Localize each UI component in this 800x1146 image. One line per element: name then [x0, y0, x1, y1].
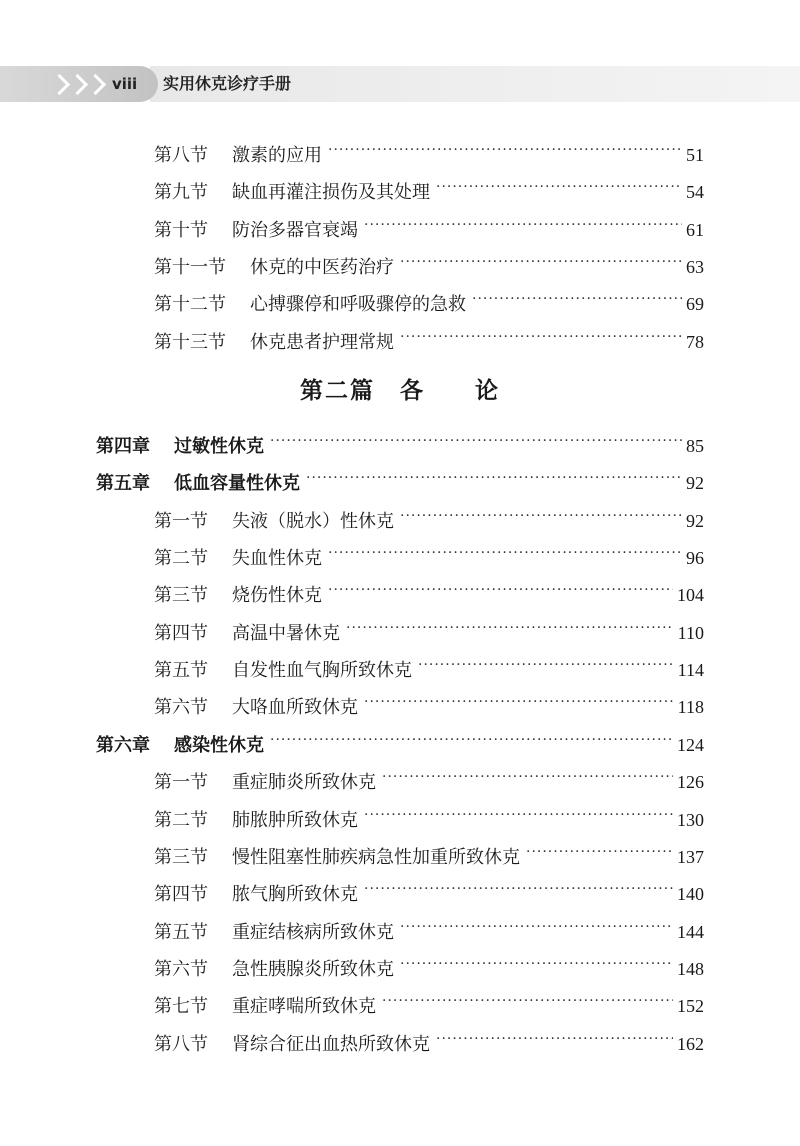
leader-dots	[472, 284, 682, 310]
section-title: 休克患者护理常规	[250, 332, 394, 353]
section-number: 第一节	[154, 511, 208, 532]
leader-dots	[364, 687, 674, 713]
chapter-title: 低血容量性休克	[174, 473, 300, 494]
section-number: 第十三节	[154, 332, 226, 353]
leader-dots	[270, 426, 682, 452]
chapter-number: 第六章	[96, 735, 150, 756]
page-ref: 61	[686, 220, 704, 240]
toc-entry[interactable]	[154, 949, 704, 980]
section-number: 第二节	[154, 548, 208, 569]
toc-entry[interactable]	[154, 501, 704, 532]
page-ref: 118	[677, 697, 704, 717]
leader-dots	[400, 501, 682, 527]
toc-entry[interactable]	[154, 912, 704, 943]
section-title: 缺血再灌注损伤及其处理	[232, 182, 430, 203]
toc-entry[interactable]	[154, 284, 704, 315]
leader-dots	[346, 613, 674, 639]
page-ref: 140	[677, 884, 704, 904]
toc-entry[interactable]	[154, 135, 704, 166]
section-title: 烧伤性休克	[232, 585, 322, 606]
leader-dots	[270, 725, 673, 751]
section-title: 高温中暑休克	[232, 623, 340, 644]
section-title: 重症哮喘所致休克	[232, 996, 376, 1017]
section-number: 第一节	[154, 772, 208, 793]
chapter-title: 感染性休克	[174, 735, 264, 756]
chapter-number: 第四章	[96, 436, 150, 457]
section-title: 自发性血气胸所致休克	[232, 660, 412, 681]
part-title-text: 第二篇 各 论	[300, 377, 500, 404]
section-title: 激素的应用	[232, 145, 322, 166]
page-ref: 110	[677, 623, 704, 643]
page-ref: 54	[686, 182, 704, 202]
page-ref: 63	[686, 257, 704, 277]
toc-chapter-entry[interactable]	[96, 426, 704, 457]
section-number: 第三节	[154, 847, 208, 868]
page-ref: 92	[686, 511, 704, 531]
toc-entry[interactable]	[154, 687, 704, 718]
toc-entry[interactable]	[154, 800, 704, 831]
section-title: 脓气胸所致休克	[232, 884, 358, 905]
toc-entry[interactable]	[154, 762, 704, 793]
toc-entry[interactable]	[154, 837, 704, 868]
section-title: 大咯血所致休克	[232, 697, 358, 718]
section-number: 第十节	[154, 220, 208, 241]
page-ref: 69	[686, 294, 704, 314]
section-title: 急性胰腺炎所致休克	[232, 959, 394, 980]
page-ref: 51	[686, 145, 704, 165]
page-ref: 85	[686, 436, 704, 456]
toc-entry[interactable]	[154, 650, 704, 681]
section-title: 休克的中医药治疗	[250, 257, 394, 278]
leader-dots	[400, 949, 673, 975]
leader-dots	[400, 322, 682, 348]
section-number: 第十二节	[154, 294, 226, 315]
section-number: 第四节	[154, 623, 208, 644]
leader-dots	[526, 837, 673, 863]
running-header	[0, 66, 800, 102]
section-title: 失液（脱水）性休克	[232, 511, 394, 532]
section-number: 第六节	[154, 959, 208, 980]
page-ref: 96	[686, 548, 704, 568]
toc-entry[interactable]	[154, 575, 704, 606]
page-number: viii	[112, 75, 138, 93]
toc-entry[interactable]	[154, 986, 704, 1017]
page-ref: 148	[677, 959, 704, 979]
page-ref: 152	[677, 996, 704, 1016]
page-ref: 78	[686, 332, 704, 352]
leader-dots	[436, 172, 682, 198]
section-title: 肾综合征出血热所致休克	[232, 1034, 430, 1055]
section-number: 第三节	[154, 585, 208, 606]
leader-dots	[382, 986, 673, 1012]
part-title	[0, 372, 800, 405]
section-title: 重症肺炎所致休克	[232, 772, 376, 793]
page-ref: 130	[677, 810, 704, 830]
page-ref: 114	[677, 660, 704, 680]
section-number: 第五节	[154, 922, 208, 943]
section-number: 第四节	[154, 884, 208, 905]
section-title: 失血性休克	[232, 548, 322, 569]
toc-chapter-entry[interactable]	[96, 725, 704, 756]
book-title: 实用休克诊疗手册	[163, 74, 292, 93]
leader-dots	[418, 650, 674, 676]
leader-dots	[400, 247, 682, 273]
section-title: 心搏骤停和呼吸骤停的急救	[250, 294, 466, 315]
toc-entry[interactable]	[154, 247, 704, 278]
section-number: 第八节	[154, 145, 208, 166]
leader-dots	[400, 912, 673, 938]
leader-dots	[436, 1024, 673, 1050]
toc-entry[interactable]	[154, 172, 704, 203]
section-number: 第十一节	[154, 257, 226, 278]
leader-dots	[364, 210, 682, 236]
page-ref: 144	[677, 922, 704, 942]
toc-chapter-entry[interactable]	[96, 463, 704, 494]
page-ref: 137	[677, 847, 704, 867]
page-ref: 126	[677, 772, 704, 792]
leader-dots	[328, 135, 682, 161]
section-title: 慢性阻塞性肺疾病急性加重所致休克	[232, 847, 520, 868]
section-number: 第九节	[154, 182, 208, 203]
leader-dots	[306, 463, 682, 489]
section-number: 第八节	[154, 1034, 208, 1055]
toc-entry[interactable]	[154, 874, 704, 905]
page-ref: 124	[677, 735, 704, 755]
chapter-number: 第五章	[96, 473, 150, 494]
section-title: 肺脓肿所致休克	[232, 810, 358, 831]
chevrons-icon	[52, 74, 106, 94]
section-number: 第六节	[154, 697, 208, 718]
page-ref: 104	[677, 585, 704, 605]
toc-entry[interactable]	[154, 210, 704, 241]
page-ref: 162	[677, 1034, 704, 1054]
chapter-title: 过敏性休克	[174, 436, 264, 457]
leader-dots	[328, 575, 673, 601]
leader-dots	[382, 762, 673, 788]
toc-entry[interactable]	[154, 322, 704, 353]
section-number: 第二节	[154, 810, 208, 831]
page-ref: 92	[686, 473, 704, 493]
toc-entry[interactable]	[154, 613, 704, 644]
section-title: 防治多器官衰竭	[232, 220, 358, 241]
section-number: 第七节	[154, 996, 208, 1017]
leader-dots	[364, 800, 673, 826]
leader-dots	[364, 874, 673, 900]
section-number: 第五节	[154, 660, 208, 681]
toc-entry[interactable]	[154, 538, 704, 569]
section-title: 重症结核病所致休克	[232, 922, 394, 943]
toc-entry[interactable]	[154, 1024, 704, 1055]
leader-dots	[328, 538, 682, 564]
